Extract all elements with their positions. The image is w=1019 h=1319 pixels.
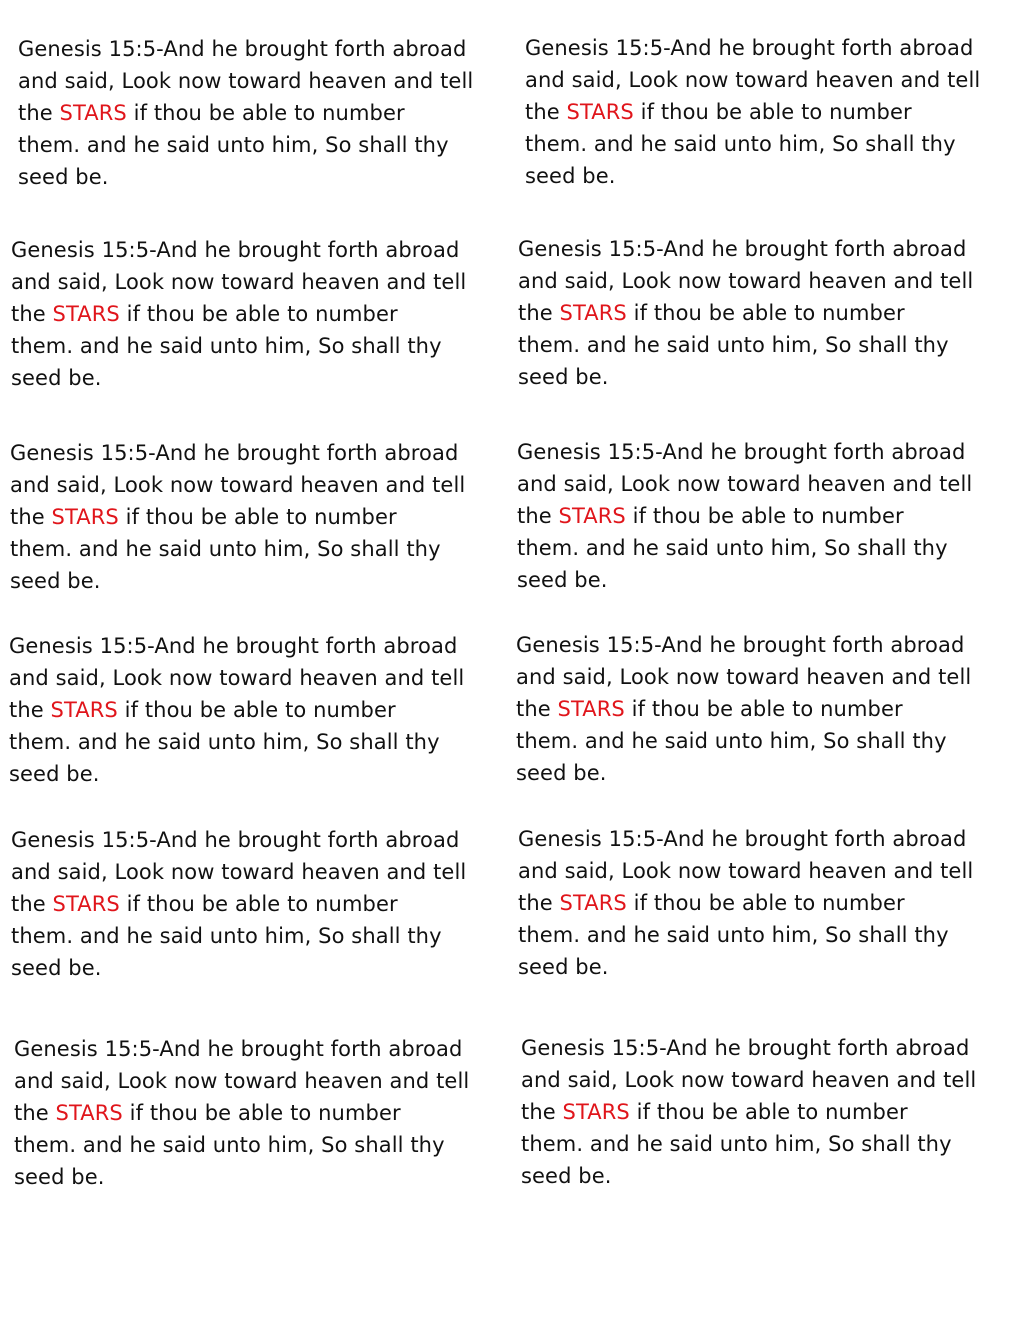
verse-line-1: Genesis 15:5-And he brought forth abroad — [14, 1037, 463, 1061]
verse-line-2: and said, Look now toward heaven and tell — [14, 1069, 470, 1093]
verse-text: the — [11, 892, 53, 916]
stars-highlight: STARS — [558, 504, 626, 528]
verse-line-3 — [525, 96, 1019, 128]
verse-line-1: Genesis 15:5-And he brought forth abroad — [517, 440, 966, 464]
verse-line-5: seed be. — [518, 365, 609, 389]
verse-line-4: them. and he said unto him, So shall thy — [10, 537, 441, 561]
stars-highlight: STARS — [59, 101, 127, 125]
verse-line-3 — [11, 888, 511, 920]
verse-line-4: them. and he said unto him, So shall thy — [517, 536, 948, 560]
verse-line-4: them. and he said unto him, So shall thy — [14, 1133, 445, 1157]
verse-line-3 — [9, 694, 509, 726]
verse-line-1: Genesis 15:5-And he brought forth abroad — [9, 634, 458, 658]
verse-text: the — [521, 1100, 563, 1124]
verse-line-1: Genesis 15:5-And he brought forth abroad — [518, 827, 967, 851]
verse-line-5: seed be. — [11, 366, 102, 390]
verse-line-3 — [517, 500, 1017, 532]
verse-line-4: them. and he said unto him, So shall thy — [518, 333, 949, 357]
verse-text: if thou be able to number — [633, 100, 912, 124]
verse-line-3 — [14, 1097, 514, 1129]
verse-text: if thou be able to number — [625, 504, 904, 528]
verse-line-5: seed be. — [516, 761, 607, 785]
verse-line-3 — [521, 1096, 1019, 1128]
verse-line-3 — [518, 297, 1018, 329]
verse-line-2: and said, Look now toward heaven and tell — [517, 472, 973, 496]
verse-line-1: Genesis 15:5-And he brought forth abroad — [10, 441, 459, 465]
verse-line-4: them. and he said unto him, So shall thy — [525, 132, 956, 156]
verse-text: the — [517, 504, 559, 528]
verse-line-1: Genesis 15:5-And he brought forth abroad — [525, 36, 974, 60]
verse-line-1: Genesis 15:5-And he brought forth abroad — [516, 633, 965, 657]
verse-text: if thou be able to number — [122, 1101, 401, 1125]
verse-line-3 — [11, 298, 511, 330]
stars-highlight: STARS — [559, 891, 627, 915]
verse-line-3 — [18, 97, 518, 129]
verse-text: the — [10, 505, 52, 529]
verse-card — [14, 1033, 514, 1193]
verse-text: if thou be able to number — [126, 101, 405, 125]
stars-highlight: STARS — [55, 1101, 123, 1125]
verse-line-2: and said, Look now toward heaven and tell — [11, 270, 467, 294]
verse-line-5: seed be. — [11, 956, 102, 980]
verse-card — [516, 629, 1016, 789]
verse-card — [521, 1032, 1019, 1192]
verse-line-3 — [516, 693, 1016, 725]
verse-text: if thou be able to number — [119, 302, 398, 326]
verse-line-2: and said, Look now toward heaven and tell — [521, 1068, 977, 1092]
verse-text: the — [525, 100, 567, 124]
verse-text: if thou be able to number — [118, 505, 397, 529]
verse-line-4: them. and he said unto him, So shall thy — [18, 133, 449, 157]
verse-line-2: and said, Look now toward heaven and tell — [9, 666, 465, 690]
stars-highlight: STARS — [557, 697, 625, 721]
verse-line-4: them. and he said unto him, So shall thy — [516, 729, 947, 753]
verse-text: if thou be able to number — [626, 891, 905, 915]
verse-text: the — [18, 101, 60, 125]
verse-text: if thou be able to number — [626, 301, 905, 325]
verse-line-2: and said, Look now toward heaven and tell — [525, 68, 981, 92]
verse-text: the — [516, 697, 558, 721]
verse-card — [9, 630, 509, 790]
verse-card — [11, 234, 511, 394]
verse-line-5: seed be. — [521, 1164, 612, 1188]
verse-line-5: seed be. — [14, 1165, 105, 1189]
verse-card — [11, 824, 511, 984]
verse-card — [525, 32, 1019, 192]
verse-line-2: and said, Look now toward heaven and tell — [11, 860, 467, 884]
verse-text: if thou be able to number — [624, 697, 903, 721]
verse-card — [517, 436, 1017, 596]
verse-line-5: seed be. — [10, 569, 101, 593]
verse-text: the — [518, 301, 560, 325]
verse-line-4: them. and he said unto him, So shall thy — [11, 334, 442, 358]
verse-line-5: seed be. — [9, 762, 100, 786]
verse-line-3 — [10, 501, 510, 533]
verse-text: the — [14, 1101, 56, 1125]
verse-line-2: and said, Look now toward heaven and tell — [516, 665, 972, 689]
stars-highlight: STARS — [559, 301, 627, 325]
verse-line-2: and said, Look now toward heaven and tell — [518, 269, 974, 293]
stars-highlight: STARS — [50, 698, 118, 722]
verse-card — [518, 823, 1018, 983]
verse-line-5: seed be. — [518, 955, 609, 979]
verse-text: if thou be able to number — [119, 892, 398, 916]
stars-highlight: STARS — [562, 1100, 630, 1124]
verse-line-4: them. and he said unto him, So shall thy — [9, 730, 440, 754]
verse-line-1: Genesis 15:5-And he brought forth abroad — [518, 237, 967, 261]
verse-card — [518, 233, 1018, 393]
verse-line-1: Genesis 15:5-And he brought forth abroad — [18, 37, 467, 61]
stars-highlight: STARS — [52, 892, 120, 916]
verse-line-3 — [518, 887, 1018, 919]
verse-card — [10, 437, 510, 597]
verse-line-4: them. and he said unto him, So shall thy — [518, 923, 949, 947]
verse-line-5: seed be. — [18, 165, 109, 189]
verse-text: if thou be able to number — [117, 698, 396, 722]
verse-line-1: Genesis 15:5-And he brought forth abroad — [521, 1036, 970, 1060]
verse-card — [18, 33, 518, 193]
verse-line-1: Genesis 15:5-And he brought forth abroad — [11, 828, 460, 852]
stars-highlight: STARS — [51, 505, 119, 529]
verse-line-2: and said, Look now toward heaven and tell — [518, 859, 974, 883]
stars-highlight: STARS — [566, 100, 634, 124]
verse-line-2: and said, Look now toward heaven and tell — [18, 69, 474, 93]
stars-highlight: STARS — [52, 302, 120, 326]
verse-line-4: them. and he said unto him, So shall thy — [521, 1132, 952, 1156]
verse-text: the — [9, 698, 51, 722]
verse-text: if thou be able to number — [629, 1100, 908, 1124]
verse-line-1: Genesis 15:5-And he brought forth abroad — [11, 238, 460, 262]
verse-text: the — [518, 891, 560, 915]
verse-line-5: seed be. — [525, 164, 616, 188]
verse-text: the — [11, 302, 53, 326]
verse-line-4: them. and he said unto him, So shall thy — [11, 924, 442, 948]
verse-line-5: seed be. — [517, 568, 608, 592]
verse-line-2: and said, Look now toward heaven and tell — [10, 473, 466, 497]
